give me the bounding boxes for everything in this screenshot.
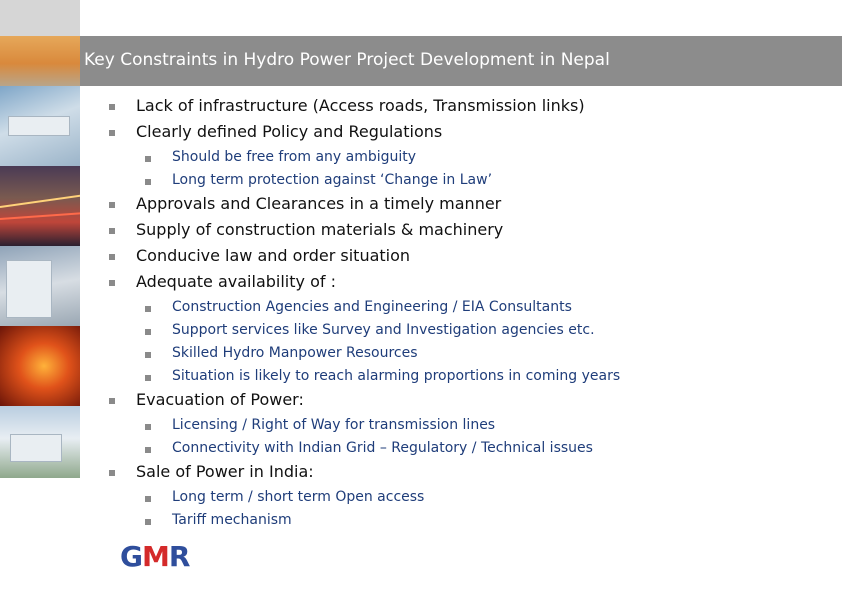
bullet-item: Approvals and Clearances in a timely manner — [136, 194, 502, 213]
bullet-item: Adequate availability of : — [136, 272, 336, 291]
photo-building — [0, 246, 80, 326]
logo-letter-m: M — [141, 540, 169, 573]
sub-bullet-marker — [145, 306, 151, 312]
bullet-item: Supply of construction materials & machinery — [136, 220, 504, 239]
sub-bullet-item: Licensing / Right of Way for transmission lines — [172, 417, 496, 433]
sub-bullet-marker — [145, 519, 151, 525]
bullet-marker — [109, 104, 115, 110]
sub-bullet-marker — [145, 447, 151, 453]
plant-shape — [10, 434, 62, 462]
sub-bullet-item: Situation is likely to reach alarming proportions in coming years — [172, 368, 621, 384]
light-trail — [0, 212, 80, 220]
photo-blank — [0, 478, 80, 596]
bullet-marker — [109, 202, 115, 208]
gmr-logo — [120, 540, 189, 573]
bullet-marker — [109, 398, 115, 404]
bullet-marker — [109, 470, 115, 476]
bullet-marker — [109, 280, 115, 286]
slide-title: Key Constraints in Hydro Power Project Development in Nepal — [84, 50, 610, 70]
photo-construction — [0, 36, 80, 86]
sub-bullet-marker — [145, 352, 151, 358]
sub-bullet-item: Connectivity with Indian Grid – Regulatory / Technical issues — [172, 440, 593, 456]
bullet-marker — [109, 228, 115, 234]
photo-airport — [0, 86, 80, 166]
building-shape — [6, 260, 52, 318]
terminal-shape — [8, 116, 70, 136]
sub-bullet-item: Tariff mechanism — [172, 512, 292, 528]
bullet-item: Evacuation of Power: — [136, 390, 304, 409]
bullet-item: Clearly defined Policy and Regulations — [136, 122, 443, 141]
bullet-item: Conducive law and order situation — [136, 246, 411, 265]
sub-bullet-item: Support services like Survey and Investigation agencies etc. — [172, 322, 595, 338]
sub-bullet-item: Construction Agencies and Engineering / EIA Consultants — [172, 299, 572, 315]
photo-furnace — [0, 326, 80, 406]
sub-bullet-item: Long term protection against ‘Change in Law’ — [172, 172, 493, 188]
photo-highway — [0, 166, 80, 246]
logo-letter-r: R — [168, 540, 190, 573]
sub-bullet-item: Skilled Hydro Manpower Resources — [172, 345, 418, 361]
top-left-block — [0, 0, 80, 36]
light-trail — [0, 193, 80, 208]
logo-letter-g: G — [120, 540, 142, 573]
sub-bullet-marker — [145, 179, 151, 185]
sub-bullet-marker — [145, 375, 151, 381]
sub-bullet-marker — [145, 496, 151, 502]
sub-bullet-item: Long term / short term Open access — [172, 489, 425, 505]
bullet-item: Sale of Power in India: — [136, 462, 314, 481]
sub-bullet-item: Should be free from any ambiguity — [172, 149, 417, 165]
bullet-marker — [109, 254, 115, 260]
bullet-marker — [109, 130, 115, 136]
photo-power-plant — [0, 406, 80, 478]
sub-bullet-marker — [145, 424, 151, 430]
bullet-item: Lack of infrastructure (Access roads, Transmission links) — [136, 96, 585, 115]
sub-bullet-marker — [145, 156, 151, 162]
sub-bullet-marker — [145, 329, 151, 335]
